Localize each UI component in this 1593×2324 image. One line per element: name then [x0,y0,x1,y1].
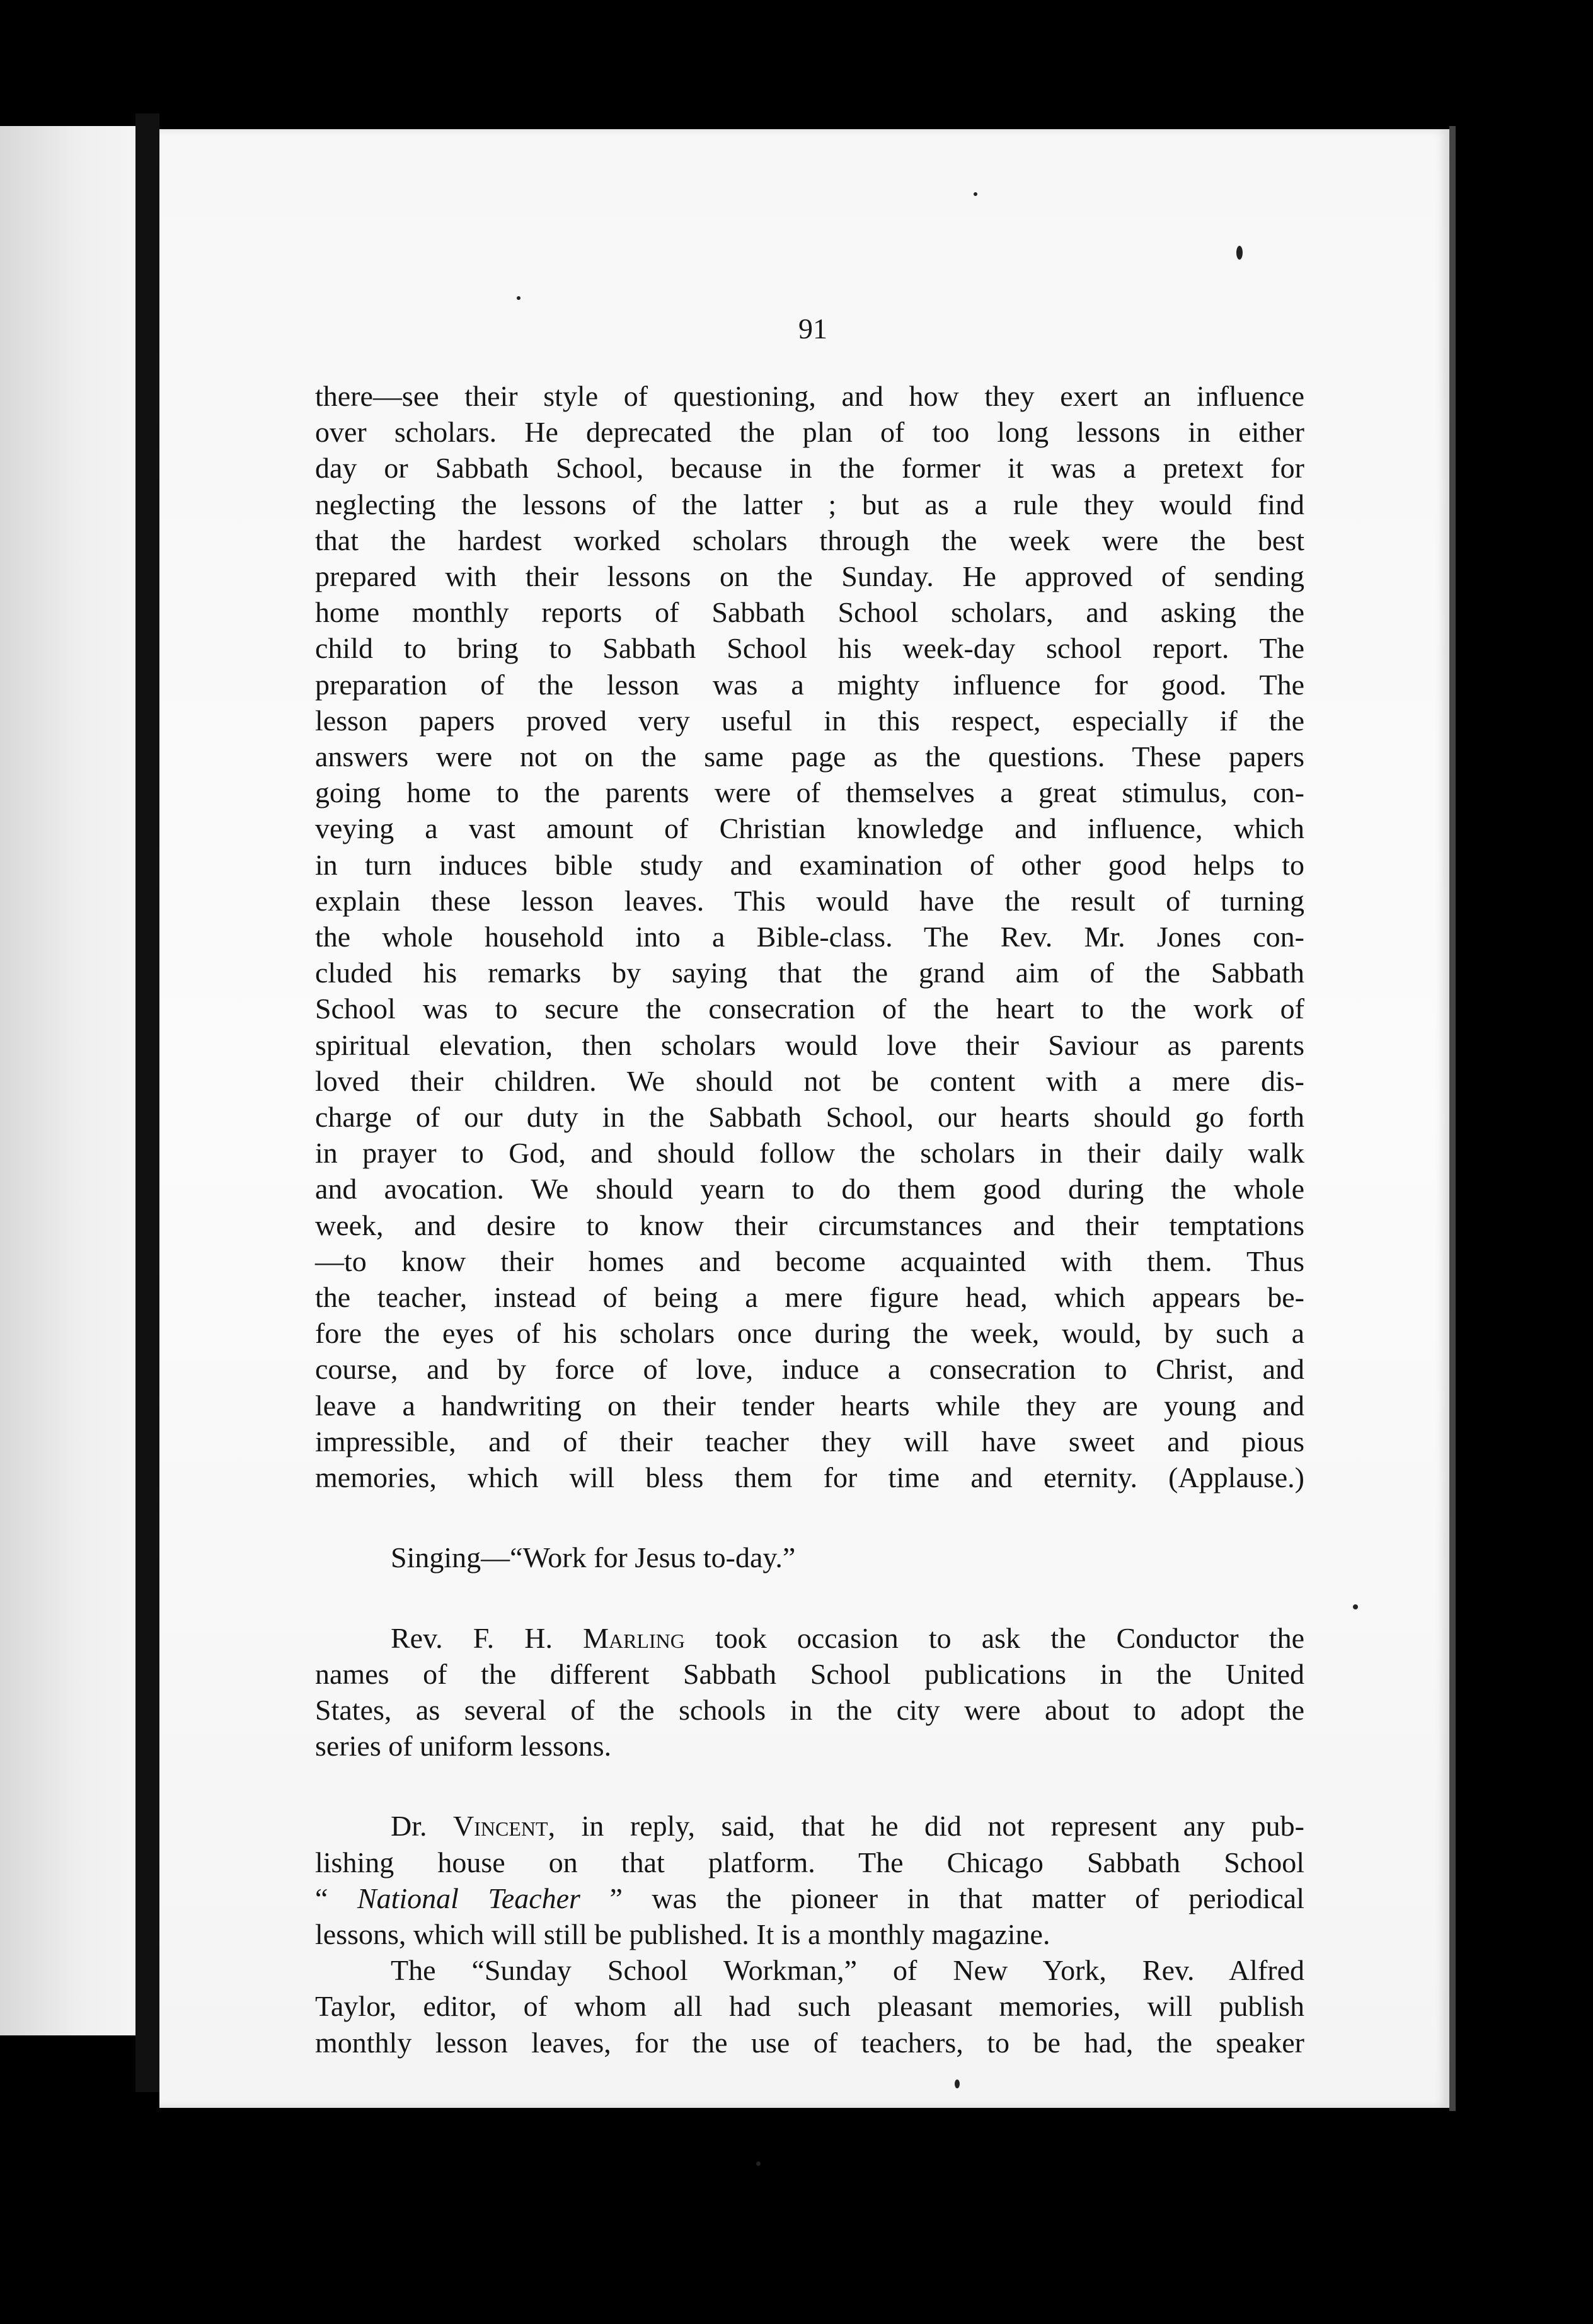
text-line: cluded his remarks by saying that the grand aim of the Sabbath [315,957,1304,989]
text-line: week, and desire to know their circumstances and their temptations [315,1209,1304,1241]
text-line: going home to the parents were of themselves a great stimulus, con- [315,776,1304,809]
national-teacher-line [315,1880,1304,1916]
scan-speck [756,2161,761,2166]
paragraph-gap [315,1764,1304,1808]
text-line: —to know their homes and become acquainted with them. Thus [315,1245,1304,1277]
text-line: home monthly reports of Sabbath School scholars, and asking the [315,596,1304,629]
text-line: impressible, and of their teacher they will have sweet and pious [315,1425,1304,1458]
text-line: the whole household into a Bible-class. The Rev. Mr. Jones con- [315,921,1304,953]
left-page-edge [0,126,135,2035]
text-line: day or Sabbath School, because in the former it was a pretext for [315,452,1304,485]
page-body-text [315,378,1304,2061]
text-line: course, and by force of love, induce a consecration to Christ, and [315,1353,1304,1386]
text-line: charge of our duty in the Sabbath School, our hearts should go forth [315,1101,1304,1134]
text-line: child to bring to Sabbath School his week-day school report. The [315,632,1304,665]
publication-title: National Teacher [357,1882,580,1914]
scan-speck [955,2080,960,2088]
vincent-rest: , in reply, said, that he did not represent any pub- [548,1810,1305,1843]
text-line: lishing house on that platform. The Chicago Sabbath School [315,1846,1304,1878]
text-line: there—see their style of questioning, and how they exert an influence [315,380,1304,412]
text-line: in prayer to God, and should follow the scholars in their daily walk [315,1137,1304,1170]
text-line: loved their children. We should not be content with a mere dis- [315,1064,1304,1097]
book-gutter [135,113,159,2092]
singing-line: Singing—“Work for Jesus to-day.” [391,1541,796,1574]
text-line: School was to secure the consecration of the heart to the work of [315,992,1304,1025]
text-line: answers were not on the same page as the questions. These papers [315,740,1304,773]
text-line: spiritual elevation, then scholars would love their Saviour as parents [315,1028,1304,1061]
paragraph-gap [315,1495,1304,1539]
text-line: neglecting the lessons of the latter ; but as a rule they would find [315,488,1304,521]
scan-speck [974,192,977,196]
text-line: that the hardest worked scholars through the week were the best [315,524,1304,556]
page-edge-shadow [1449,126,1456,2111]
text-line: prepared with their lessons on the Sunday. He approved of sending [315,560,1304,593]
text-line: States, as several of the schools in the city were about to adopt the [315,1693,1304,1726]
marling-rest: took occasion to ask the Conductor the [684,1621,1305,1654]
paragraph-gap [315,1576,1304,1620]
text-line: lessons, which will still be published. It is a monthly magazine. [315,1918,1050,1950]
scan-speck [517,296,520,300]
marling-prefix: Rev. F. H. [391,1621,584,1654]
text-line: names of the different Sabbath School publications in the United [315,1657,1304,1690]
text-line: in turn induces bible study and examination of other good helps to [315,848,1304,881]
text-line: veying a vast amount of Christian knowledge and influence, which [315,812,1304,845]
text-line: over scholars. He deprecated the plan of too long lessons in either [315,416,1304,449]
text-line: monthly lesson leaves, for the use of teachers, to be had, the speaker [315,2026,1304,2059]
scan-speck [1353,1604,1358,1609]
line-rest: ” was the pioneer in that matter of periodical [580,1882,1304,1914]
speaker-name-marling: Marling [583,1621,685,1654]
text-line: Taylor, editor, of whom all had such pleasant memories, will publish [315,1990,1304,2023]
vincent-prefix: Dr. [391,1810,454,1843]
text-line: lesson papers proved very useful in this respect, especially if the [315,704,1304,737]
text-line: explain these lesson leaves. This would have the result of turning [315,884,1304,917]
page-number: 91 [798,313,827,345]
marling-first-line [315,1620,1304,1656]
text-line: series of uniform lessons. [315,1730,612,1763]
open-quote: “ [315,1882,357,1914]
text-line: the teacher, instead of being a mere figure head, which appears be- [315,1281,1304,1314]
text-line: fore the eyes of his scholars once during the week, would, by such a [315,1317,1304,1350]
text-line: leave a handwriting on their tender hearts while they are young and [315,1389,1304,1422]
text-line: memories, which will bless them for time and eternity. (Applause.) [315,1461,1304,1494]
text-line: and avocation. We should yearn to do them good during the whole [315,1173,1304,1205]
text-line: preparation of the lesson was a mighty influence for good. The [315,668,1304,701]
text-line: The “Sunday School Workman,” of New York, Rev. Alfred [391,1954,1304,1987]
speaker-name-vincent: Vincent [453,1810,548,1843]
scan-speck [1236,246,1243,260]
vincent-first-line [315,1808,1304,1844]
